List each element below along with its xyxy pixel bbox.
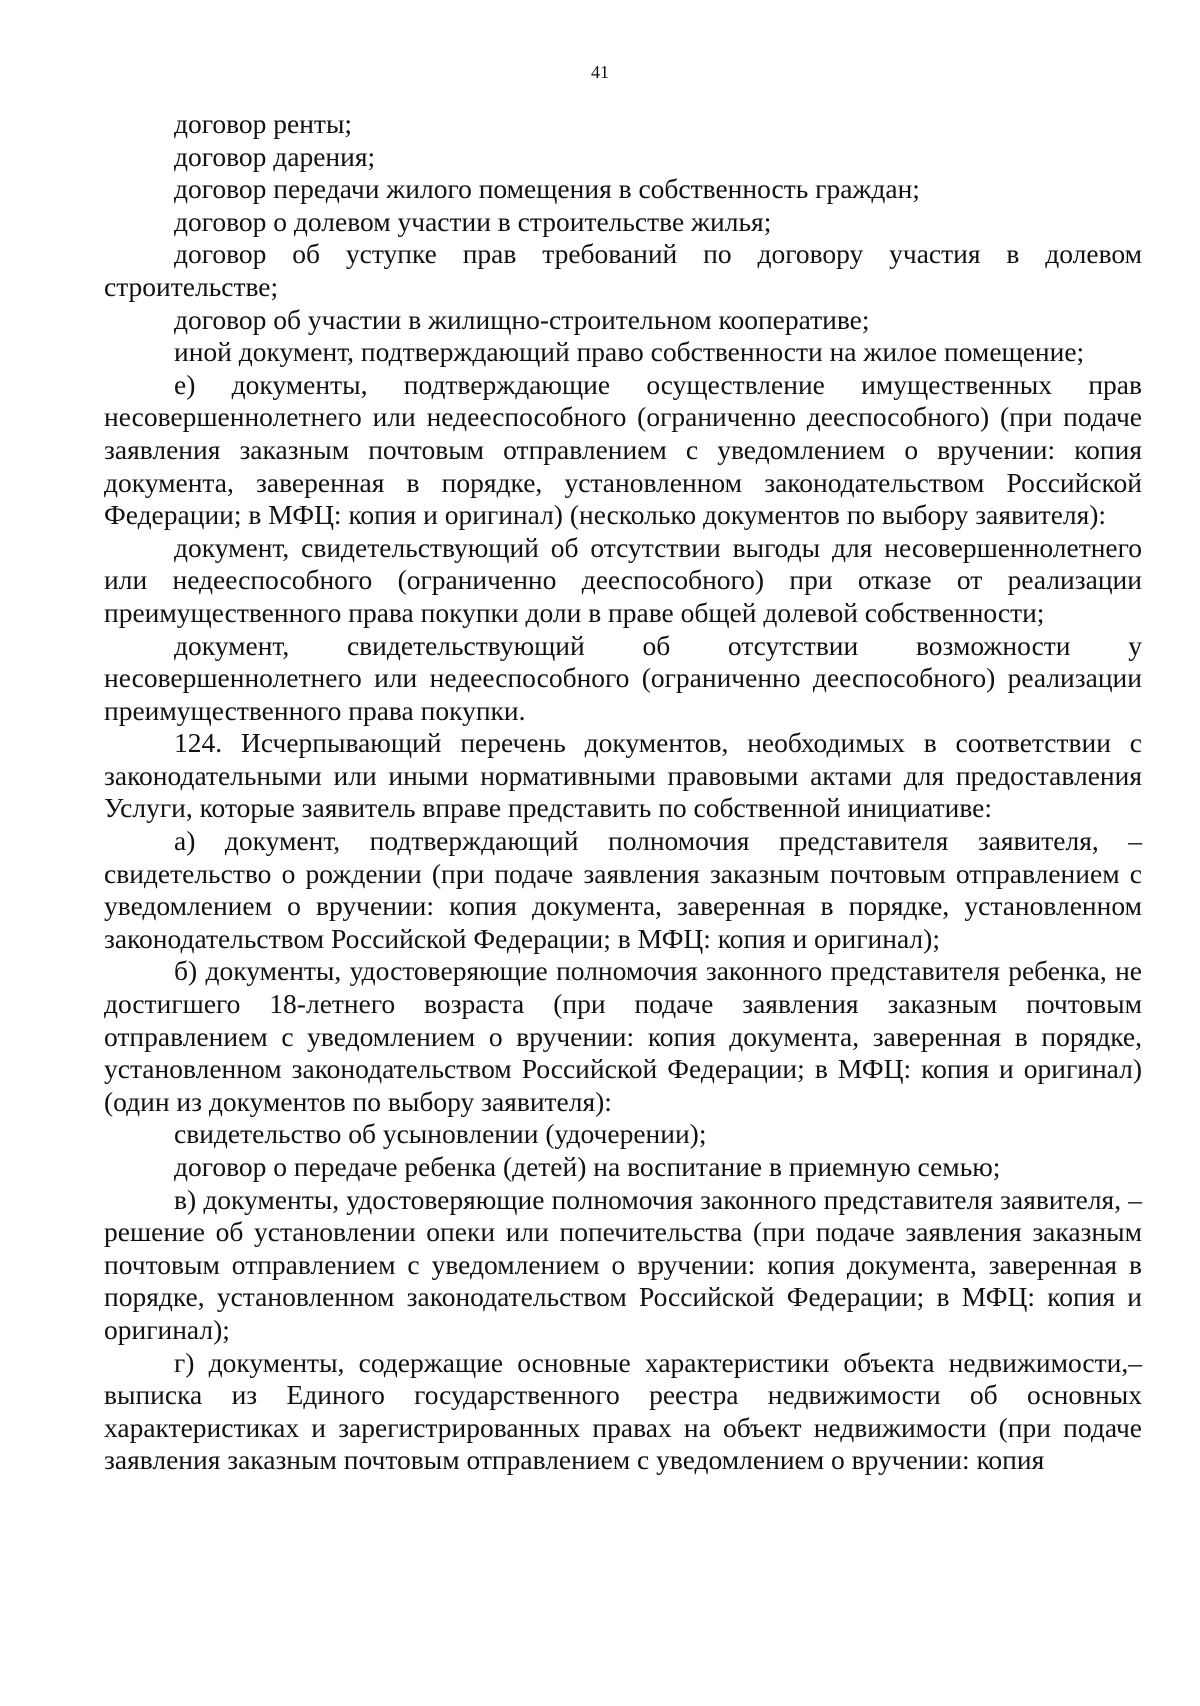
paragraph-no-benefit-document: документ, свидетельствующий об отсутствии выгоды для несовершеннолетнего или недееспособного (ограниченно дееспособного) при отказе от реализации преимущественного права покупки доли в праве общей долевой собственности; — [104, 531, 1142, 628]
document-body — [104, 108, 1142, 1477]
paragraph-gift-contract: договор дарения; — [174, 140, 376, 172]
paragraph-item-e: е) документы, подтверждающие осуществление имущественных прав несовершеннолетнего или недееспособного (ограниченно дееспособного) (при подаче заявления заказным почтовым отправлением с уведомлением о вручении: копия документа, заверенная в порядке, установленном законодательством Российской Федерации; в МФЦ: копия и оригинал) (несколько документов по выбору заявителя): — [104, 368, 1142, 531]
paragraph-item-g: г) документы, содержащие основные характеристики объекта недвижимости,– выписка из Единого государственного реестра недвижимости об основных характеристиках и зарегистрированных правах на объект недвижимости (при подаче заявления заказным почтовым отправлением с уведомлением о вручении: копия — [104, 1346, 1142, 1476]
paragraph-item-a: а) документ, подтверждающий полномочия представителя заявителя, – свидетельство о рождении (при подаче заявления заказным почтовым отправлением с уведомлением о вручении: копия документа, заверенная в порядке, установленном законодательством Российской Федерации; в МФЦ: копия и оригинал); — [104, 825, 1142, 954]
paragraph-section-124: 124. Исчерпывающий перечень документов, необходимых в соответствии с законодательными или иными нормативными правовыми актами для предоставления Услуги, которые заявитель вправе представить по собственной инициативе: — [104, 727, 1142, 824]
paragraph-no-possibility-document: документ, свидетельствующий об отсутствии возможности у несовершеннолетнего или недееспособного (ограниченно дееспособного) реализации преимущественного права покупки. — [104, 629, 1142, 726]
paragraph-other-ownership-document: иной документ, подтверждающий право собственности на жилое помещение; — [174, 336, 1085, 368]
paragraph-assignment-contract: договор об уступке прав требований по договору участия в долевом строительстве; — [104, 238, 1142, 302]
paragraph-item-b: б) документы, удостоверяющие полномочия законного представителя ребенка, не достигшего 18-летнего возраста (при подаче заявления заказным почтовым отправлением с уведомлением о вручении: копия документа, заверенная в порядке, установленном законодательством Российской Федерации; в МФЦ: копия и оригинал) (один из документов по выбору заявителя): — [104, 955, 1142, 1117]
page-number: 41 — [591, 62, 609, 82]
paragraph-shared-construction-contract: договор о долевом участии в строительстве жилья; — [174, 205, 772, 237]
paragraph-foster-family-contract: договор о передаче ребенка (детей) на воспитание в приемную семью; — [174, 1151, 1001, 1182]
paragraph-rent-contract: договор ренты; — [174, 108, 353, 139]
paragraph-privatization-contract: договор передачи жилого помещения в собственность граждан; — [174, 173, 920, 205]
paragraph-item-v: в) документы, удостоверяющие полномочия законного представителя заявителя, – решение об установлении опеки или попечительства (при подаче заявления заказным почтовым отправлением с уведомлением о вручении: копия документа, заверенная в порядке, установленном законодательством Российской Федерации; в МФЦ: копия и оригинал); — [104, 1183, 1142, 1345]
paragraph-cooperative-contract: договор об участии в жилищно-строительном кооперативе; — [174, 303, 870, 335]
paragraph-adoption-certificate: свидетельство об усыновлении (удочерении); — [174, 1118, 707, 1150]
